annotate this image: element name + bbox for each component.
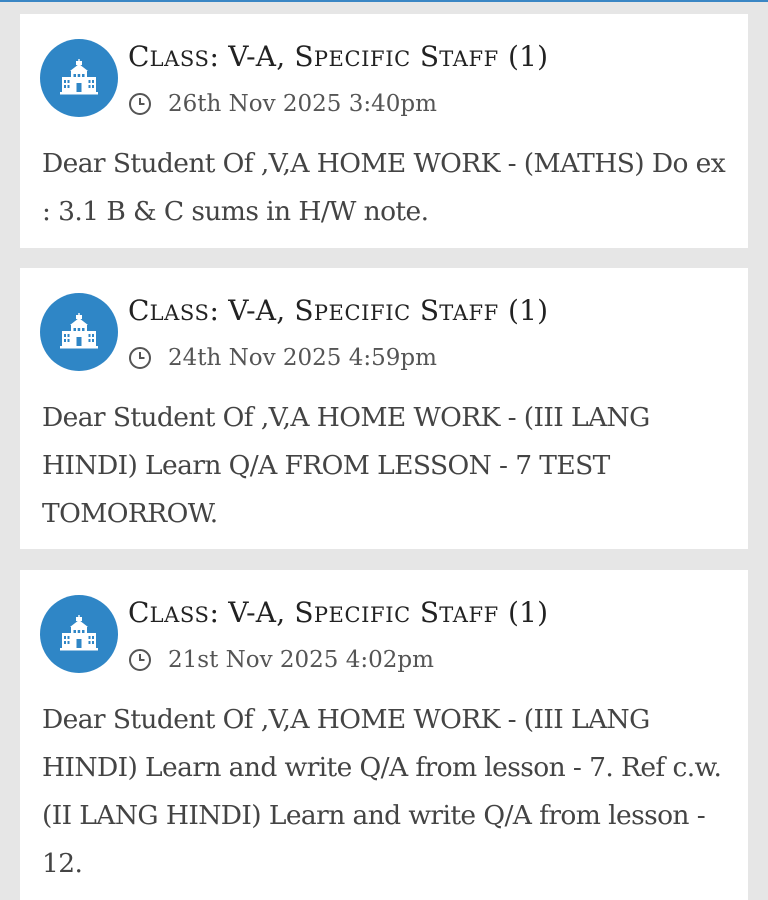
notification-message: Dear Student Of ,V,A HOME WORK - (III LANG HINDI) Learn Q/A FROM LESSON - 7 TEST TOMORROW. bbox=[42, 402, 650, 529]
school-avatar bbox=[40, 293, 118, 371]
notification-message: Dear Student Of ,V,A HOME WORK - (III LANG HINDI) Learn and write Q/A from lesson - 7. Ref c.w. (II LANG HINDI) Learn and write Q/A from lesson - 12. bbox=[42, 704, 722, 879]
notification-card[interactable] bbox=[20, 570, 748, 900]
school-avatar bbox=[40, 595, 118, 673]
clock-icon bbox=[128, 648, 152, 672]
notification-card[interactable] bbox=[20, 14, 748, 248]
clock-icon bbox=[128, 346, 152, 370]
school-building-icon bbox=[59, 58, 99, 98]
notification-message: Dear Student Of ,V,A HOME WORK - (MATHS) Do ex : 3.1 B & C sums in H/W note. bbox=[42, 148, 726, 227]
notification-meta bbox=[128, 645, 434, 675]
clock-icon bbox=[128, 92, 152, 116]
notification-timestamp: 21st Nov 2025 4:02pm bbox=[168, 647, 434, 673]
notification-timestamp: 26th Nov 2025 3:40pm bbox=[168, 91, 437, 117]
school-building-icon bbox=[59, 312, 99, 352]
notification-meta bbox=[128, 343, 437, 373]
school-building-icon bbox=[59, 614, 99, 654]
notification-card[interactable] bbox=[20, 268, 748, 549]
notification-title: CLASS: V-A, SPECIFIC STAFF (1) bbox=[128, 596, 549, 629]
notification-title: CLASS: V-A, SPECIFIC STAFF (1) bbox=[128, 294, 549, 327]
notification-timestamp: 24th Nov 2025 4:59pm bbox=[168, 345, 437, 371]
notification-meta bbox=[128, 89, 437, 119]
notification-title: CLASS: V-A, SPECIFIC STAFF (1) bbox=[128, 40, 549, 73]
school-avatar bbox=[40, 39, 118, 117]
